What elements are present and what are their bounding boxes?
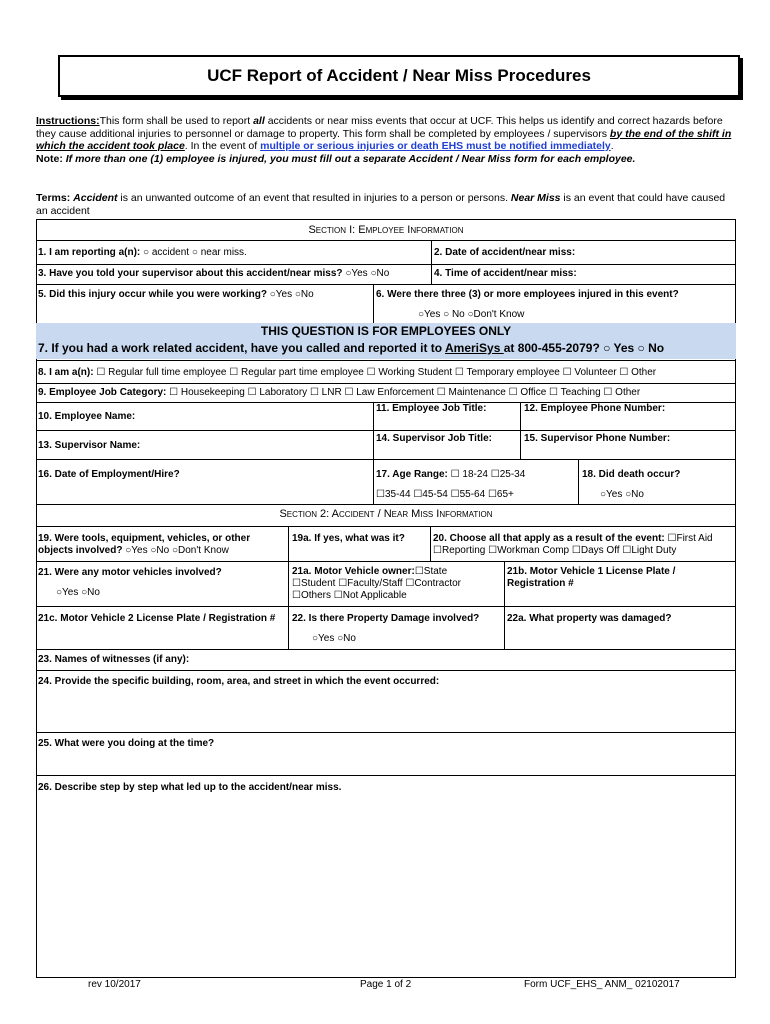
q7-radios[interactable]: ○ Yes ○ No bbox=[603, 341, 665, 355]
amerisys-text: AmeriSys bbox=[445, 341, 504, 355]
q17-checkboxes-row1[interactable]: ☐ 18-24 ☐25-34 bbox=[450, 469, 526, 480]
q10-employee-name[interactable]: 10. Employee Name: bbox=[38, 411, 136, 422]
q16-date-employment[interactable]: 16. Date of Employment/Hire? bbox=[38, 469, 180, 480]
q8-employee-type: 8. I am a(n): ☐ Regular full time employee ☐ Regular part time employee ☐ Working Student ☐ Temporary employee ☐ Volunteer ☐ Other bbox=[38, 367, 657, 378]
q8-checkboxes[interactable]: ☐ Regular full time employee ☐ Regular part time employee ☐ Working Student ☐ Temporary employee ☐ Volunteer ☐ Other bbox=[96, 367, 657, 378]
q9-job-category: 9. Employee Job Category: ☐ Housekeeping ☐ Laboratory ☐ LNR ☐ Law Enforcement ☐ Maintenance ☐ Office ☐ Teaching ☐ Other bbox=[38, 387, 641, 398]
ehs-notify-link[interactable]: multiple or serious injuries or death EHS must be notified immediately bbox=[260, 140, 611, 152]
note-label: Note: bbox=[36, 152, 63, 165]
q22a-field[interactable]: 22a. What property was damaged? bbox=[507, 613, 672, 624]
accident-radio[interactable]: ○ accident bbox=[143, 247, 190, 258]
q19-radios[interactable]: ○Yes ○No ○Don't Know bbox=[125, 545, 229, 556]
terms: Terms: Accident is an unwanted outcome of an event that resulted in injuries to a person or persons. Near Miss is an event that could have caused an accident bbox=[36, 192, 726, 217]
q5-injury-working: 5. Did this injury occur while you were working? ○Yes ○No bbox=[38, 289, 314, 300]
page-title: UCF Report of Accident / Near Miss Procedures bbox=[58, 55, 740, 97]
q2-date-field[interactable]: 2. Date of accident/near miss: bbox=[434, 247, 576, 258]
q21a-row3[interactable]: ☐Others ☐Not Applicable bbox=[292, 590, 407, 601]
q20-result: 20. Choose all that apply as a result of the event: ☐First Aid ☐Reporting ☐Workman Comp ☐Days Off ☐Light Duty bbox=[433, 533, 713, 556]
q11-job-title[interactable]: 11. Employee Job Title: bbox=[376, 403, 487, 414]
q17-checkboxes-row2[interactable]: ☐35-44 ☐45-54 ☐55-64 ☐65+ bbox=[376, 489, 514, 500]
q15-supervisor-phone[interactable]: 15. Supervisor Phone Number: bbox=[524, 433, 671, 444]
q1-reporting-type: 1. I am reporting a(n): ○ accident ○ near miss. bbox=[38, 247, 247, 258]
section-1-header: Section I: Employee Information bbox=[308, 224, 464, 236]
q18-radios[interactable]: ○Yes ○No bbox=[600, 489, 644, 500]
q6-radios[interactable]: ○Yes ○ No ○Don't Know bbox=[418, 309, 525, 320]
q21a-vehicle-owner: 21a. Motor Vehicle owner:☐State ☐Student ☐Faculty/Staff ☐Contractor ☐Others ☐Not Applicable bbox=[292, 566, 462, 601]
q4-time-field[interactable]: 4. Time of accident/near miss: bbox=[434, 268, 577, 279]
q21a-row2[interactable]: ☐Student ☐Faculty/Staff ☐Contractor bbox=[292, 578, 462, 589]
near-miss-radio[interactable]: ○ near miss. bbox=[191, 247, 247, 258]
q3-told-supervisor: 3. Have you told your supervisor about this accident/near miss? ○Yes ○No bbox=[38, 268, 390, 279]
q12-phone[interactable]: 12. Employee Phone Number: bbox=[524, 403, 666, 414]
q22-label: 22. Is there Property Damage involved? bbox=[292, 613, 480, 624]
q25-activity[interactable]: 25. What were you doing at the time? bbox=[38, 738, 215, 749]
note-text: If more than one (1) employee is injured, you must fill out a separate Accident / Near Miss form for each employee. bbox=[62, 152, 636, 165]
section-2-header: Section 2: Accident / Near Miss Information bbox=[279, 508, 493, 520]
instructions-label: Instructions: bbox=[36, 115, 100, 127]
q23-witnesses[interactable]: 23. Names of witnesses (if any): bbox=[38, 654, 190, 665]
instructions: Instructions:This form shall be used to report all accidents or near miss events that occur at UCF. This helps us identify and correct hazards before they cause additional injuries to personnel or damage to property. This form shall be completed by employees / supervisors by the end of the shift in which the accident took place. In the event of multiple or serious injuries or death EHS must be notified immediately. Note: If more than one (1) employee is injured, you must fill out a separate Accident / Near Miss form for each employee. bbox=[36, 115, 732, 165]
footer-revision: rev 10/2017 bbox=[88, 979, 141, 990]
q19-tools-involved: 19. Were tools, equipment, vehicles, or other objects involved? ○Yes ○No ○Don't Know bbox=[38, 533, 251, 556]
q21c-field[interactable]: 21c. Motor Vehicle 2 License Plate / Registration # bbox=[38, 613, 276, 624]
q14-supervisor-title[interactable]: 14. Supervisor Job Title: bbox=[376, 433, 492, 444]
q26-description[interactable]: 26. Describe step by step what led up to the accident/near miss. bbox=[38, 782, 342, 793]
deadline-text: by the end of the shift in which the accident took place bbox=[36, 127, 732, 152]
q3-radios[interactable]: ○Yes ○No bbox=[345, 268, 390, 279]
q22-radios[interactable]: ○Yes ○No bbox=[312, 633, 356, 644]
q24-location[interactable]: 24. Provide the specific building, room, area, and street in which the event occurred: bbox=[38, 676, 440, 687]
q9-checkboxes[interactable]: ☐ Housekeeping ☐ Laboratory ☐ LNR ☐ Law Enforcement ☐ Maintenance ☐ Office ☐ Teaching ☐ Other bbox=[169, 387, 641, 398]
q19a-field[interactable]: 19a. If yes, what was it? bbox=[292, 533, 405, 544]
footer-form-id: Form UCF_EHS_ ANM_ 02102017 bbox=[524, 979, 680, 990]
q20-checkboxes[interactable]: ☐First Aid ☐Reporting ☐Workman Comp ☐Days Off ☐Light Duty bbox=[433, 533, 713, 556]
footer-page: Page 1 of 2 bbox=[360, 979, 412, 990]
q5-radios[interactable]: ○Yes ○No bbox=[269, 289, 314, 300]
q7-question: 7. If you had a work related accident, have you called and reported it to AmeriSys at 800-455-2079? ○ Yes ○ No bbox=[38, 341, 665, 355]
q18-label: 18. Did death occur? bbox=[582, 469, 681, 480]
q21b-field[interactable]: 21b. Motor Vehicle 1 License Plate / Registration # bbox=[507, 566, 676, 589]
q17-age-range: 17. Age Range: ☐ 18-24 ☐25-34 bbox=[376, 469, 526, 480]
q13-supervisor-name[interactable]: 13. Supervisor Name: bbox=[38, 440, 141, 451]
q21-label: 21. Were any motor vehicles involved? bbox=[38, 567, 222, 578]
q6-label: 6. Were there three (3) or more employees injured in this event? bbox=[376, 289, 679, 300]
q7-header: THIS QUESTION IS FOR EMPLOYEES ONLY bbox=[260, 324, 512, 338]
q21a-state[interactable]: ☐State bbox=[414, 566, 448, 577]
q21-radios[interactable]: ○Yes ○No bbox=[56, 587, 100, 598]
